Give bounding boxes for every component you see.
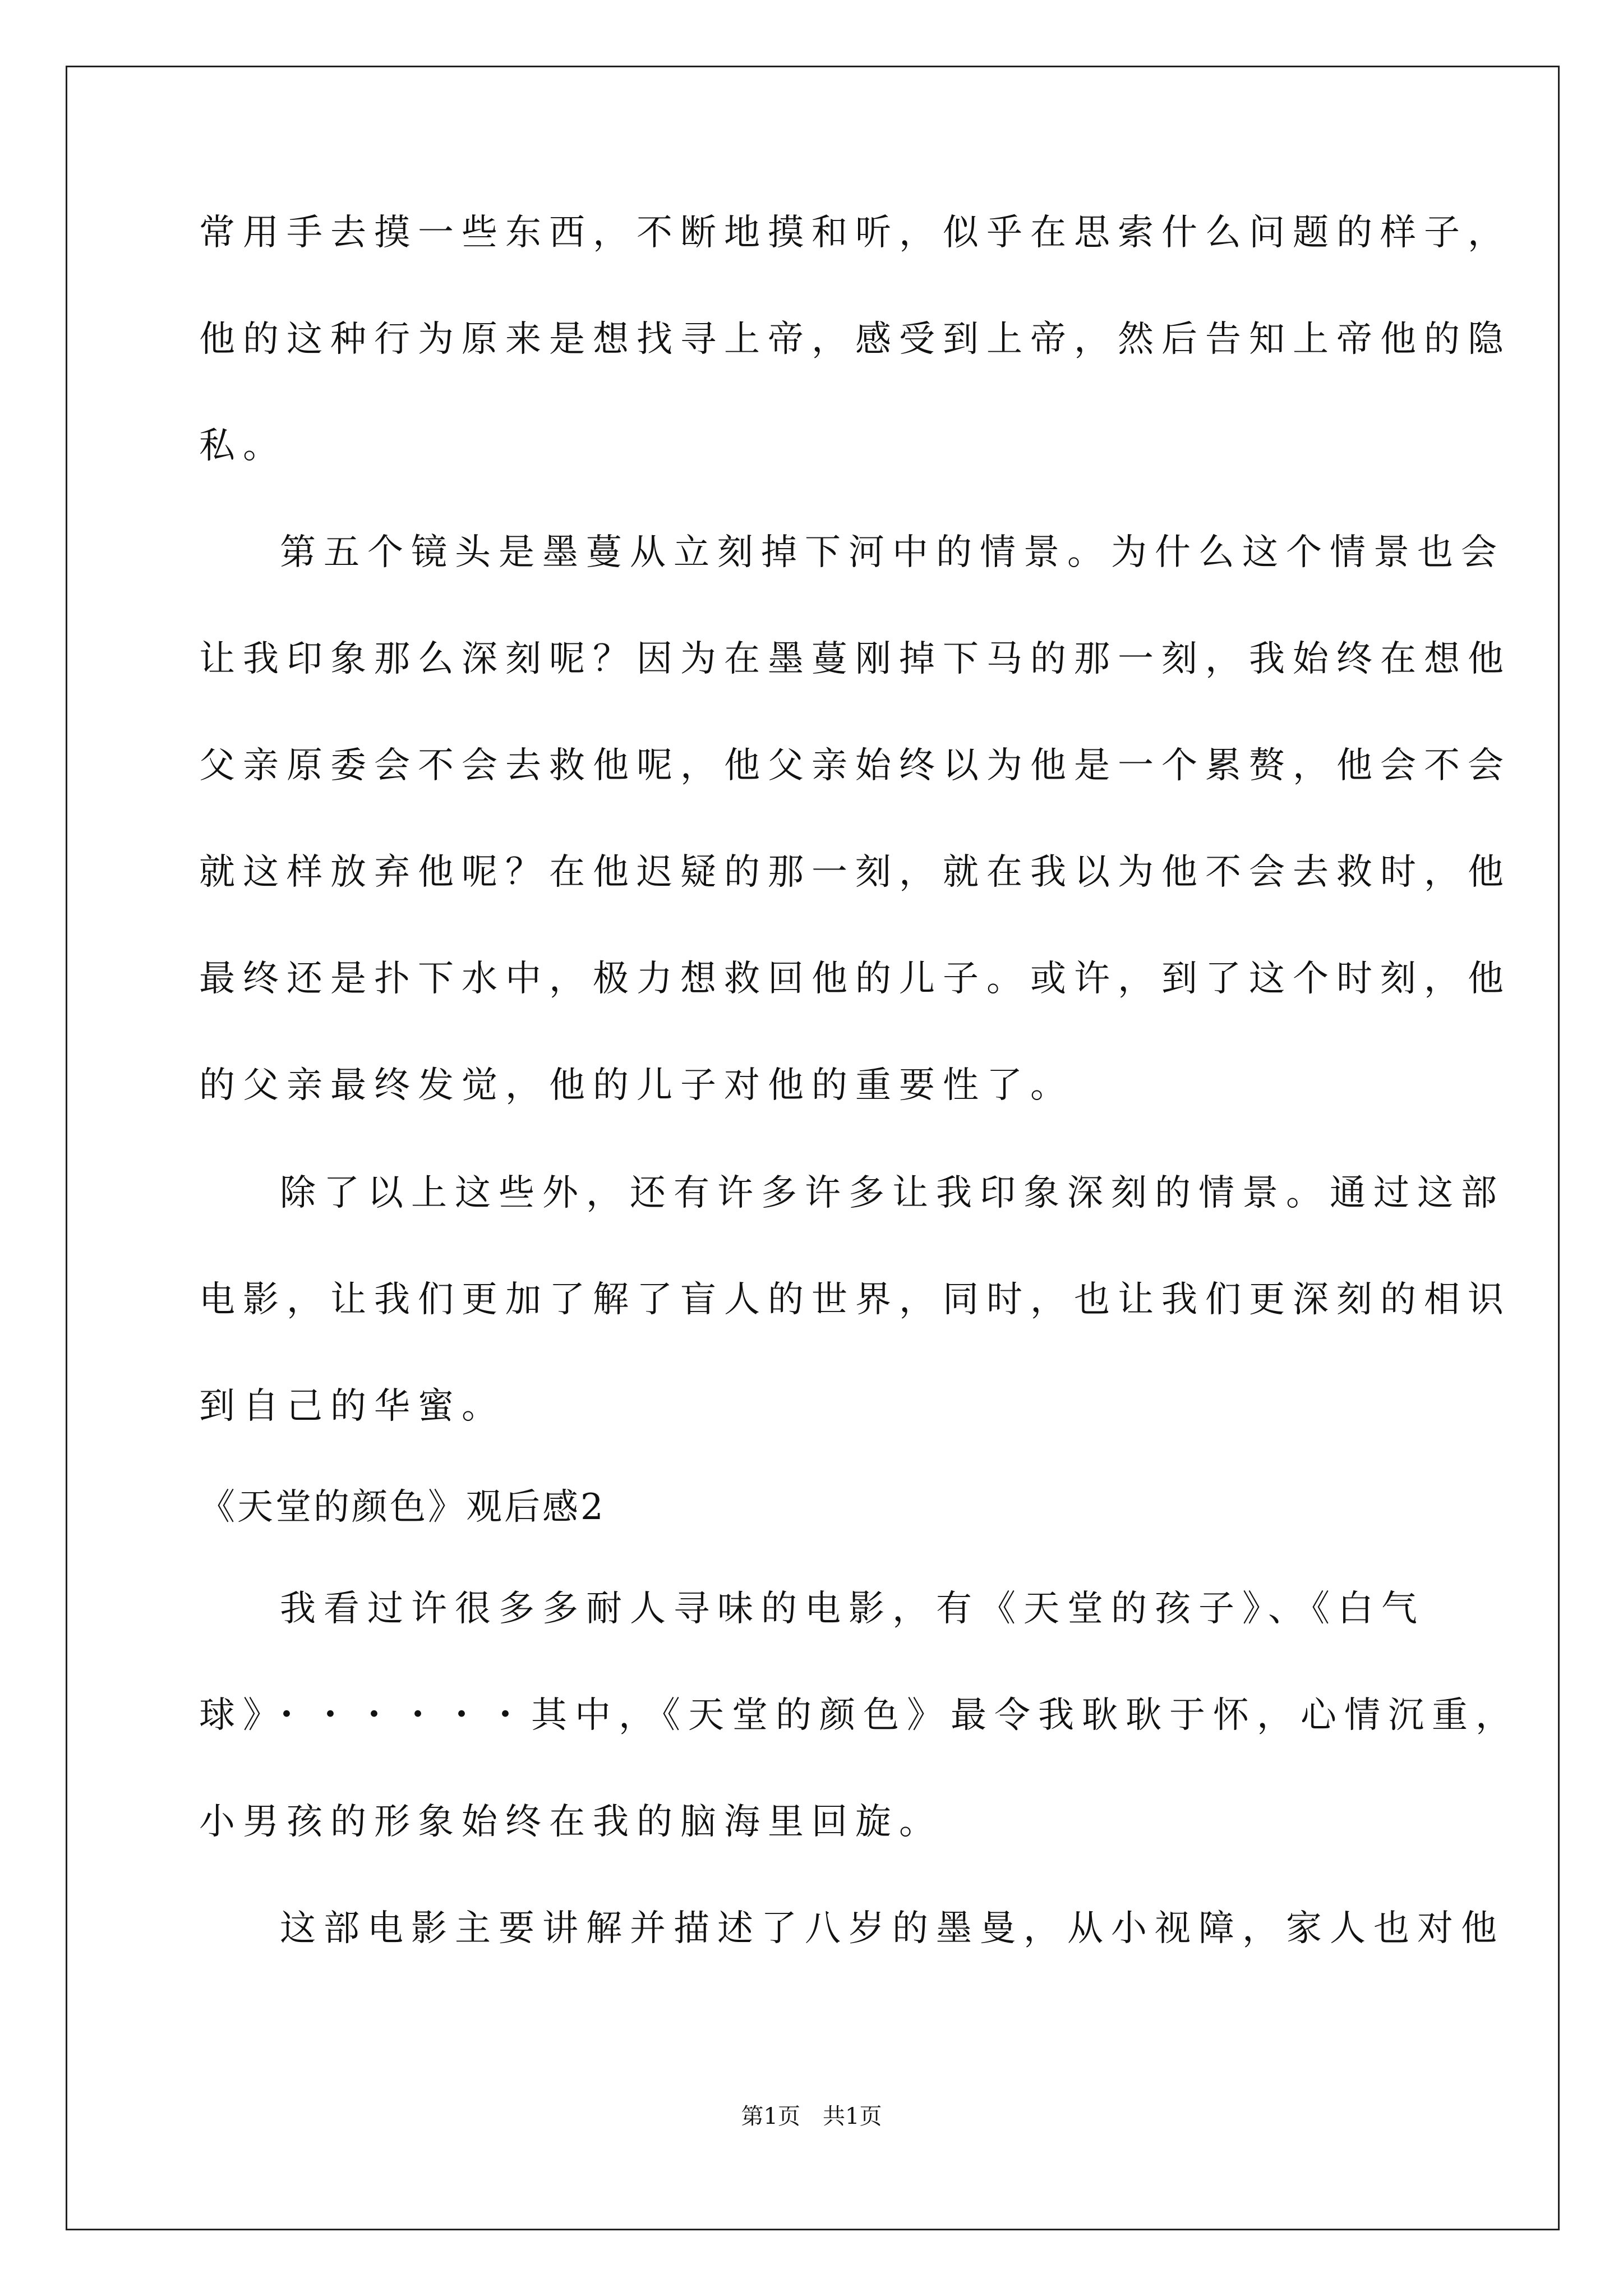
paragraph-line: 的父亲最终发觉，他的儿子对他的重要性了。 <box>199 1065 1074 1106</box>
paragraph-line: 父亲原委会不会去救他呢，他父亲始终以为他是一个累赘，他会不会 <box>199 745 1511 786</box>
paragraph-line: 到自己的华蜜。 <box>199 1386 505 1427</box>
paragraph-line: 小男孩的形象始终在我的脑海里回旋。 <box>199 1801 943 1843</box>
paragraph-line: 第五个镜头是墨蔓从立刻掉下河中的情景。为什么这个情景也会 <box>280 532 1505 573</box>
paragraph-line: 电影，让我们更加了解了盲人的世界，同时，也让我们更深刻的相识 <box>199 1279 1511 1320</box>
paragraph-line: 他的这种行为原来是想找寻上帝，感受到上帝，然后告知上帝他的隐 <box>199 319 1511 360</box>
paragraph-line: 这部电影主要讲解并描述了八岁的墨曼，从小视障，家人也对他 <box>280 1908 1505 1949</box>
paragraph-line: 私。 <box>199 425 287 467</box>
paragraph-line: 常用手去摸一些东西，不断地摸和听，似乎在思索什么问题的样子， <box>199 212 1511 254</box>
paragraph-line: 除了以上这些外，还有许多许多让我印象深刻的情景。通过这部 <box>280 1172 1505 1214</box>
paragraph-line: 最终还是扑下水中，极力想救回他的儿子。或许，到了这个时刻，他 <box>199 958 1511 1000</box>
section-heading: 《天堂的颜色》观后感2 <box>199 1487 606 1528</box>
paragraph-line: 就这样放弃他呢？在他迟疑的那一刻，就在我以为他不会去救时，他 <box>199 852 1511 893</box>
paragraph-line: 我看过许很多多耐人寻味的电影，有《天堂的孩子》、《白气 <box>280 1588 1425 1630</box>
paragraph-line: 球》・・・・・・其中，《天堂的颜色》最令我耿耿于怀，心情沉重， <box>199 1695 1519 1736</box>
page-number-footer: 第1页 共1页 <box>741 2104 882 2129</box>
paragraph-line: 让我印象那么深刻呢？因为在墨蔓刚掉下马的那一刻，我始终在想他 <box>199 638 1511 680</box>
